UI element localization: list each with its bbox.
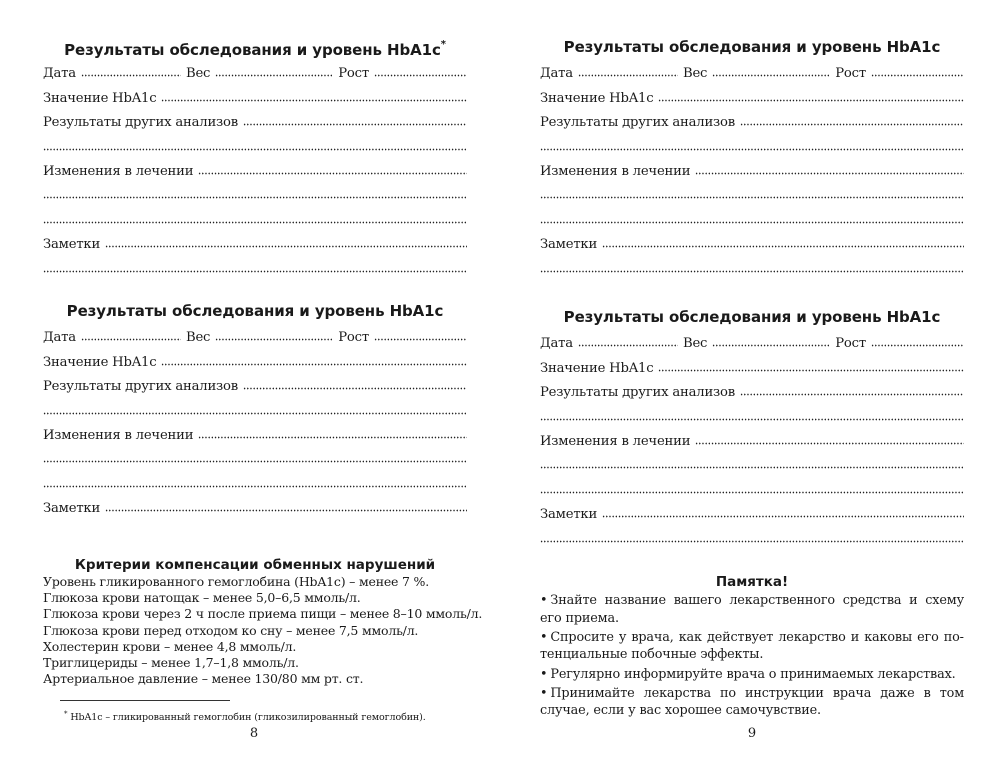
treatment-field-cont[interactable] xyxy=(43,220,467,225)
height-label: Рост xyxy=(338,330,369,346)
criteria-line: Глюкоза крови через 2 ч после приема пищи – менее 8–10 ммоль/л. xyxy=(43,606,483,622)
treatment-field[interactable] xyxy=(198,435,467,440)
date-weight-height-row xyxy=(540,58,964,82)
exam-form-1 xyxy=(540,36,964,278)
height-label: Рост xyxy=(835,336,866,352)
memo-item-text: Принимайте лекарства по инструкции врача даже в том случае, если у вас хорошее самочувствие. xyxy=(540,685,964,719)
memo-item-text: Спросите у врача, как действует лекарство и каковы его потенциальные побочные эффекты. xyxy=(540,629,964,663)
criteria-line: Холестерин крови – менее 4,8 ммоль/л. xyxy=(43,638,297,654)
memo xyxy=(540,572,964,722)
treatment-field[interactable] xyxy=(695,171,964,176)
criteria-line: Артериальное давление – менее 130/80 мм рт. ст. xyxy=(43,671,364,687)
blank-line xyxy=(540,204,964,228)
weight-field[interactable] xyxy=(712,343,830,348)
hba1c-row xyxy=(43,82,467,106)
hba1c-field[interactable] xyxy=(161,362,467,367)
date-weight-height-row xyxy=(43,322,467,346)
notes-label: Заметки xyxy=(43,237,101,253)
criteria-line: Глюкоза крови натощак – менее 5,0–6,5 ммоль/л. xyxy=(43,590,361,606)
exam-form-1 xyxy=(43,36,467,278)
height-label: Рост xyxy=(338,66,369,82)
memo-item-text: Знайте название вашего лекарственного средства и схему его приема. xyxy=(540,593,964,626)
treatment-field-cont[interactable] xyxy=(540,220,964,225)
treatment-row xyxy=(540,156,964,180)
treatment-label: Изменения в лечении xyxy=(540,433,691,449)
date-label: Дата xyxy=(43,330,76,346)
notes-label: Заметки xyxy=(540,237,598,253)
notes-field[interactable] xyxy=(105,244,467,249)
date-weight-height-row xyxy=(540,328,964,352)
treatment-field-cont[interactable] xyxy=(540,490,964,495)
other-tests-label: Результаты других анализов xyxy=(540,385,736,401)
height-label: Рост xyxy=(835,66,866,82)
notes-field-cont[interactable] xyxy=(540,539,964,544)
treatment-row xyxy=(43,420,467,444)
notes-row xyxy=(43,229,467,253)
treatment-label: Изменения в лечении xyxy=(43,427,194,443)
blank-line xyxy=(43,468,467,492)
memo-item xyxy=(540,685,964,720)
blank-line xyxy=(43,444,467,468)
other-tests-row xyxy=(540,377,964,401)
blank-line xyxy=(43,180,467,204)
memo-item xyxy=(540,666,964,684)
compensation-criteria xyxy=(43,556,483,687)
blank-line xyxy=(540,401,964,425)
blank-line xyxy=(43,204,467,228)
date-label: Дата xyxy=(540,336,573,352)
hba1c-field[interactable] xyxy=(658,98,964,103)
other-tests-label: Результаты других анализов xyxy=(43,379,239,395)
blank-line xyxy=(540,523,964,547)
other-tests-label: Результаты других анализов xyxy=(43,115,239,131)
height-field[interactable] xyxy=(374,337,467,342)
blank-line xyxy=(43,395,467,419)
notes-field[interactable] xyxy=(602,244,964,249)
weight-field[interactable] xyxy=(215,73,333,78)
date-field[interactable] xyxy=(578,73,678,78)
criteria-line: Уровень гликированного гемоглобина (HbA1c) – менее 7 %. xyxy=(43,574,429,589)
page-number: 8 xyxy=(249,726,259,741)
notes-label: Заметки xyxy=(540,507,598,523)
hba1c-field[interactable] xyxy=(161,98,467,103)
footnote-marker: * xyxy=(440,39,446,50)
weight-field[interactable] xyxy=(215,337,333,342)
other-tests-field-cont[interactable] xyxy=(540,417,964,422)
blank-line xyxy=(540,450,964,474)
notes-row xyxy=(43,493,467,517)
other-tests-field[interactable] xyxy=(740,122,964,127)
blank-line xyxy=(43,131,467,155)
notes-field[interactable] xyxy=(105,508,467,513)
treatment-field-cont[interactable] xyxy=(43,484,467,489)
hba1c-label: Значение HbA1c xyxy=(540,360,654,376)
treatment-field[interactable] xyxy=(198,171,467,176)
treatment-field-cont[interactable] xyxy=(540,195,964,200)
height-field[interactable] xyxy=(374,73,467,78)
hba1c-row xyxy=(43,346,467,370)
date-label: Дата xyxy=(540,66,573,82)
memo-title: Памятка! xyxy=(715,574,789,590)
other-tests-row xyxy=(43,371,467,395)
date-label: Дата xyxy=(43,66,76,82)
notes-field[interactable] xyxy=(602,514,964,519)
footnote-divider xyxy=(60,700,230,701)
hba1c-row xyxy=(540,352,964,376)
blank-line xyxy=(540,474,964,498)
blank-line xyxy=(540,131,964,155)
date-field[interactable] xyxy=(81,337,181,342)
treatment-field-cont[interactable] xyxy=(43,459,467,464)
bullet-icon: • xyxy=(540,593,548,608)
hba1c-label: Значение HbA1c xyxy=(540,90,654,106)
blank-line xyxy=(540,253,964,277)
other-tests-field[interactable] xyxy=(243,386,467,391)
other-tests-row xyxy=(43,107,467,131)
bullet-icon: • xyxy=(540,666,548,682)
criteria-line: Триглицериды – менее 1,7–1,8 ммоль/л. xyxy=(43,654,299,670)
hba1c-label: Значение HbA1c xyxy=(43,354,157,370)
other-tests-field[interactable] xyxy=(740,392,964,397)
blank-line xyxy=(540,180,964,204)
criteria-title: Критерии компенсации обменных нарушений xyxy=(74,557,436,573)
treatment-field-cont[interactable] xyxy=(43,195,467,200)
other-tests-field-cont[interactable] xyxy=(43,411,467,416)
treatment-row xyxy=(540,426,964,450)
form-title: Результаты обследования и уровень HbA1c* xyxy=(64,39,446,59)
height-field[interactable] xyxy=(871,73,964,78)
footnote-marker: * xyxy=(64,710,68,718)
height-field[interactable] xyxy=(871,343,964,348)
date-weight-height-row xyxy=(43,58,467,82)
form-title: Результаты обследования и уровень HbA1c xyxy=(563,308,941,326)
weight-label: Вес xyxy=(185,330,211,346)
form-title: Результаты обследования и уровень HbA1c xyxy=(66,302,444,320)
memo-item xyxy=(540,592,964,627)
memo-item xyxy=(540,629,964,664)
treatment-label: Изменения в лечении xyxy=(540,163,691,179)
hba1c-label: Значение HbA1c xyxy=(43,90,157,106)
form-title: Результаты обследования и уровень HbA1c xyxy=(563,38,941,56)
weight-field[interactable] xyxy=(712,73,830,78)
date-field[interactable] xyxy=(578,343,678,348)
hba1c-row xyxy=(540,82,964,106)
blank-line xyxy=(43,253,467,277)
hba1c-field[interactable] xyxy=(658,368,964,373)
exam-form-2 xyxy=(43,300,467,517)
bullet-icon: • xyxy=(540,685,548,701)
treatment-row xyxy=(43,156,467,180)
other-tests-field-cont[interactable] xyxy=(540,147,964,152)
exam-form-2 xyxy=(540,306,964,548)
notes-label: Заметки xyxy=(43,501,101,517)
notes-field-cont[interactable] xyxy=(540,269,964,274)
notes-row xyxy=(540,229,964,253)
other-tests-label: Результаты других анализов xyxy=(540,115,736,131)
memo-item-text: Регулярно информируйте врача о принимаемых лекарствах. xyxy=(550,666,956,682)
date-field[interactable] xyxy=(81,73,181,78)
weight-label: Вес xyxy=(682,66,708,82)
criteria-line: Глюкоза крови перед отходом ко сну – менее 7,5 ммоль/л. xyxy=(43,622,419,638)
treatment-field[interactable] xyxy=(695,441,964,446)
footnote xyxy=(64,710,426,723)
page-number: 9 xyxy=(747,726,757,741)
bullet-icon: • xyxy=(540,629,548,645)
footnote-text: HbA1c – гликированный гемоглобин (гликозилированный гемоглобин). xyxy=(70,712,426,724)
weight-label: Вес xyxy=(185,66,211,82)
other-tests-row xyxy=(540,107,964,131)
page-right xyxy=(500,0,1000,775)
weight-label: Вес xyxy=(682,336,708,352)
other-tests-field-cont[interactable] xyxy=(43,147,467,152)
notes-row xyxy=(540,499,964,523)
treatment-field-cont[interactable] xyxy=(540,465,964,470)
notes-field-cont[interactable] xyxy=(43,269,467,274)
treatment-label: Изменения в лечении xyxy=(43,163,194,179)
other-tests-field[interactable] xyxy=(243,122,467,127)
